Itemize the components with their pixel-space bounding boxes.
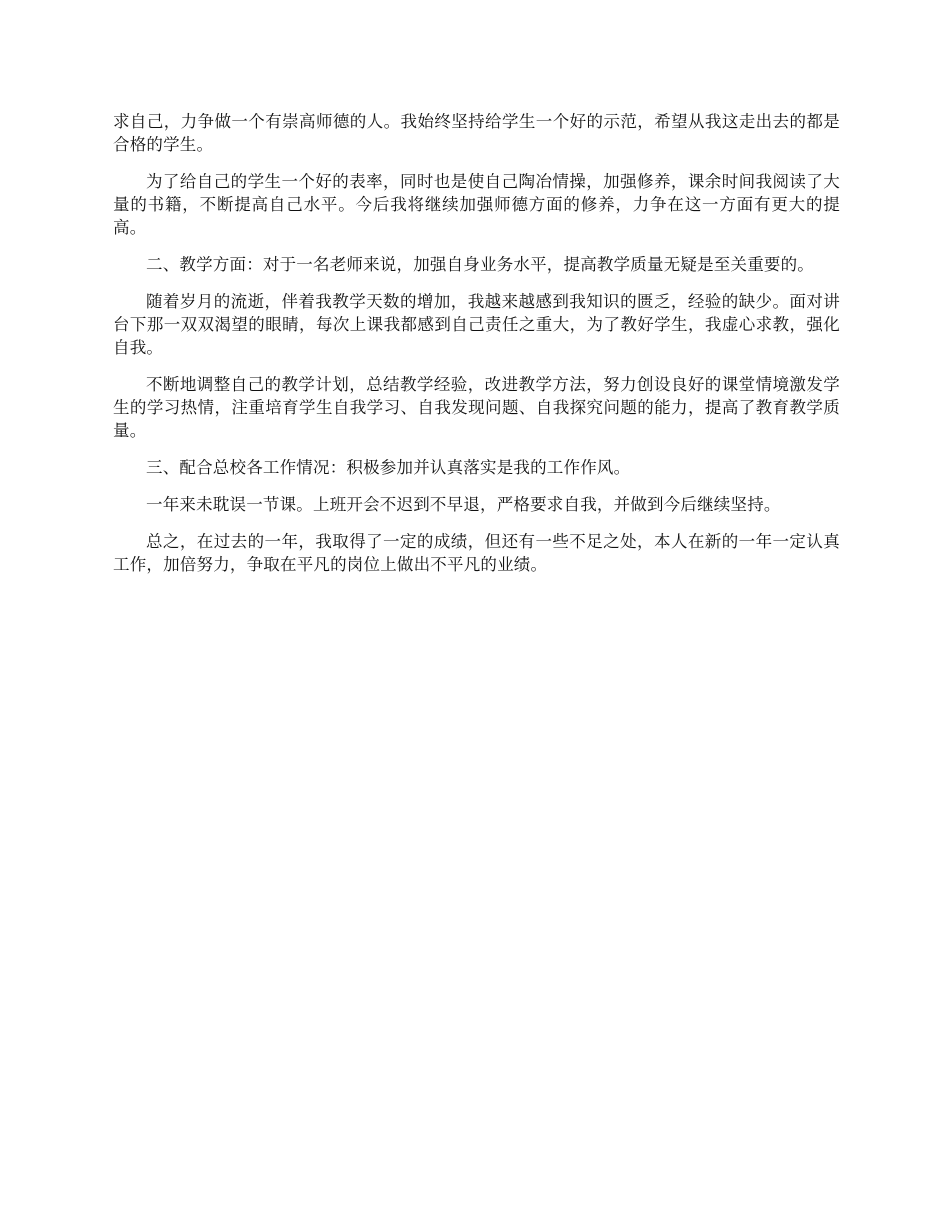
paragraph-school-work-heading: 三、配合总校各工作情况：积极参加并认真落实是我的工作作风。 [146,458,631,477]
paragraph-continuation: 求自己，力争做一个有崇高师德的人。我始终坚持给学生一个好的示范，希望从我这走出去的都是合格的学生。 [113,112,840,154]
paragraph-teaching-plan: 不断地调整自己的教学计划，总结教学经验，改进教学方法，努力创设良好的课堂情境激发学生的学习热情，注重培育学生自我学习、自我发现问题、自我探究问题的能力，提高了教育教学质量。 [113,375,840,440]
paragraph-conclusion: 总之，在过去的一年，我取得了一定的成绩，但还有一些不足之处，本人在新的一年一定认真工作，加倍努力，争取在平凡的岗位上做出不平凡的业绩。 [113,532,840,574]
paragraph-teaching-heading: 二、教学方面：对于一名老师来说，加强自身业务水平，提高教学质量无疑是至关重要的。 [146,255,814,274]
paragraph-teaching-reflection: 随着岁月的流逝，伴着我教学天数的增加，我越来越感到我知识的匮乏，经验的缺少。面对讲台下那一双双渴望的眼睛，每次上课我都感到自己责任之重大，为了教好学生，我虚心求教，强化自我。 [113,292,840,357]
document-body [113,110,840,590]
paragraph-self-improvement: 为了给自己的学生一个好的表率，同时也是使自己陶冶情操，加强修养，课余时间我阅读了大量的书籍，不断提高自己水平。今后我将继续加强师德方面的修养，力争在这一方面有更大的提高。 [113,172,840,237]
paragraph-attendance: 一年来未耽误一节课。上班开会不迟到不早退，严格要求自我，并做到今后继续坚持。 [146,495,781,514]
